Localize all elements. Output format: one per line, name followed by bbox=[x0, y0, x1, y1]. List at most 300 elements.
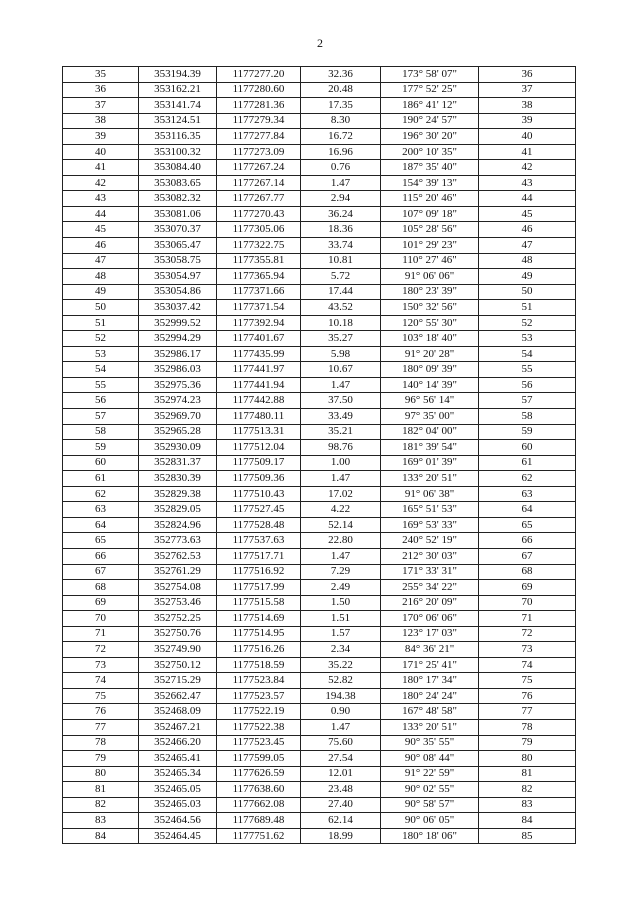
table-row bbox=[63, 564, 576, 580]
y-coordinate-cell: 1177599.05 bbox=[217, 751, 301, 767]
x-coordinate-cell: 352464.56 bbox=[139, 813, 217, 829]
y-coordinate-cell: 1177509.36 bbox=[217, 471, 301, 487]
bearing-cell: 133° 20' 51" bbox=[381, 719, 479, 735]
x-coordinate-cell: 352829.05 bbox=[139, 502, 217, 518]
x-coordinate-cell: 352986.17 bbox=[139, 346, 217, 362]
x-coordinate-cell: 353065.47 bbox=[139, 238, 217, 254]
next-point-cell: 59 bbox=[479, 424, 576, 440]
x-coordinate-cell: 352969.70 bbox=[139, 409, 217, 425]
bearing-cell: 105° 28' 56" bbox=[381, 222, 479, 238]
point-number-cell: 76 bbox=[63, 704, 139, 720]
x-coordinate-cell: 352965.28 bbox=[139, 424, 217, 440]
next-point-cell: 56 bbox=[479, 377, 576, 393]
table-row bbox=[63, 611, 576, 627]
coordinates-table bbox=[62, 66, 576, 844]
next-point-cell: 79 bbox=[479, 735, 576, 751]
next-point-cell: 60 bbox=[479, 440, 576, 456]
next-point-cell: 65 bbox=[479, 517, 576, 533]
x-coordinate-cell: 353141.74 bbox=[139, 98, 217, 114]
next-point-cell: 47 bbox=[479, 238, 576, 254]
distance-cell: 23.48 bbox=[301, 782, 381, 798]
next-point-cell: 58 bbox=[479, 409, 576, 425]
bearing-cell: 255° 34' 22" bbox=[381, 580, 479, 596]
next-point-cell: 63 bbox=[479, 486, 576, 502]
point-number-cell: 63 bbox=[63, 502, 139, 518]
point-number-cell: 42 bbox=[63, 175, 139, 191]
next-point-cell: 85 bbox=[479, 828, 576, 844]
bearing-cell: 177° 52' 25" bbox=[381, 82, 479, 98]
next-point-cell: 40 bbox=[479, 129, 576, 145]
point-number-cell: 64 bbox=[63, 517, 139, 533]
point-number-cell: 57 bbox=[63, 409, 139, 425]
distance-cell: 194.38 bbox=[301, 688, 381, 704]
x-coordinate-cell: 352468.09 bbox=[139, 704, 217, 720]
point-number-cell: 66 bbox=[63, 548, 139, 564]
y-coordinate-cell: 1177435.99 bbox=[217, 346, 301, 362]
table-row bbox=[63, 533, 576, 549]
point-number-cell: 40 bbox=[63, 144, 139, 160]
table-row bbox=[63, 315, 576, 331]
next-point-cell: 49 bbox=[479, 269, 576, 285]
table-row bbox=[63, 797, 576, 813]
y-coordinate-cell: 1177513.31 bbox=[217, 424, 301, 440]
distance-cell: 12.01 bbox=[301, 766, 381, 782]
distance-cell: 1.57 bbox=[301, 626, 381, 642]
point-number-cell: 80 bbox=[63, 766, 139, 782]
point-number-cell: 41 bbox=[63, 160, 139, 176]
x-coordinate-cell: 353081.06 bbox=[139, 206, 217, 222]
x-coordinate-cell: 352762.53 bbox=[139, 548, 217, 564]
distance-cell: 98.76 bbox=[301, 440, 381, 456]
y-coordinate-cell: 1177514.69 bbox=[217, 611, 301, 627]
table-row bbox=[63, 222, 576, 238]
bearing-cell: 216° 20' 09" bbox=[381, 595, 479, 611]
y-coordinate-cell: 1177281.36 bbox=[217, 98, 301, 114]
next-point-cell: 72 bbox=[479, 626, 576, 642]
bearing-cell: 180° 17' 34" bbox=[381, 673, 479, 689]
point-number-cell: 36 bbox=[63, 82, 139, 98]
table-row bbox=[63, 424, 576, 440]
table-row bbox=[63, 673, 576, 689]
table-row bbox=[63, 595, 576, 611]
next-point-cell: 78 bbox=[479, 719, 576, 735]
table-row bbox=[63, 160, 576, 176]
bearing-cell: 180° 18' 06" bbox=[381, 828, 479, 844]
next-point-cell: 41 bbox=[479, 144, 576, 160]
distance-cell: 32.36 bbox=[301, 67, 381, 83]
next-point-cell: 48 bbox=[479, 253, 576, 269]
distance-cell: 17.35 bbox=[301, 98, 381, 114]
next-point-cell: 37 bbox=[479, 82, 576, 98]
next-point-cell: 80 bbox=[479, 751, 576, 767]
x-coordinate-cell: 352466.20 bbox=[139, 735, 217, 751]
distance-cell: 43.52 bbox=[301, 300, 381, 316]
next-point-cell: 84 bbox=[479, 813, 576, 829]
point-number-cell: 39 bbox=[63, 129, 139, 145]
point-number-cell: 51 bbox=[63, 315, 139, 331]
point-number-cell: 82 bbox=[63, 797, 139, 813]
next-point-cell: 77 bbox=[479, 704, 576, 720]
table-row bbox=[63, 766, 576, 782]
y-coordinate-cell: 1177441.97 bbox=[217, 362, 301, 378]
y-coordinate-cell: 1177401.67 bbox=[217, 331, 301, 347]
distance-cell: 36.24 bbox=[301, 206, 381, 222]
distance-cell: 35.21 bbox=[301, 424, 381, 440]
table-row bbox=[63, 129, 576, 145]
y-coordinate-cell: 1177277.20 bbox=[217, 67, 301, 83]
x-coordinate-cell: 353194.39 bbox=[139, 67, 217, 83]
table-row bbox=[63, 191, 576, 207]
distance-cell: 20.48 bbox=[301, 82, 381, 98]
y-coordinate-cell: 1177509.17 bbox=[217, 455, 301, 471]
y-coordinate-cell: 1177371.66 bbox=[217, 284, 301, 300]
next-point-cell: 74 bbox=[479, 657, 576, 673]
table-row bbox=[63, 331, 576, 347]
y-coordinate-cell: 1177516.26 bbox=[217, 642, 301, 658]
distance-cell: 1.47 bbox=[301, 471, 381, 487]
table-row bbox=[63, 284, 576, 300]
y-coordinate-cell: 1177279.34 bbox=[217, 113, 301, 129]
distance-cell: 5.98 bbox=[301, 346, 381, 362]
x-coordinate-cell: 352750.76 bbox=[139, 626, 217, 642]
distance-cell: 27.54 bbox=[301, 751, 381, 767]
bearing-cell: 180° 24' 24" bbox=[381, 688, 479, 704]
next-point-cell: 66 bbox=[479, 533, 576, 549]
table-row bbox=[63, 657, 576, 673]
y-coordinate-cell: 1177516.92 bbox=[217, 564, 301, 580]
bearing-cell: 107° 09' 18" bbox=[381, 206, 479, 222]
y-coordinate-cell: 1177523.45 bbox=[217, 735, 301, 751]
x-coordinate-cell: 353083.65 bbox=[139, 175, 217, 191]
y-coordinate-cell: 1177273.09 bbox=[217, 144, 301, 160]
next-point-cell: 45 bbox=[479, 206, 576, 222]
table-row bbox=[63, 346, 576, 362]
point-number-cell: 59 bbox=[63, 440, 139, 456]
bearing-cell: 150° 32' 56" bbox=[381, 300, 479, 316]
x-coordinate-cell: 352715.29 bbox=[139, 673, 217, 689]
table-row bbox=[63, 782, 576, 798]
point-number-cell: 44 bbox=[63, 206, 139, 222]
table-row bbox=[63, 269, 576, 285]
distance-cell: 1.47 bbox=[301, 719, 381, 735]
x-coordinate-cell: 352994.29 bbox=[139, 331, 217, 347]
distance-cell: 33.49 bbox=[301, 409, 381, 425]
x-coordinate-cell: 353100.32 bbox=[139, 144, 217, 160]
bearing-cell: 240° 52' 19" bbox=[381, 533, 479, 549]
y-coordinate-cell: 1177662.08 bbox=[217, 797, 301, 813]
next-point-cell: 36 bbox=[479, 67, 576, 83]
bearing-cell: 90° 58' 57" bbox=[381, 797, 479, 813]
distance-cell: 10.81 bbox=[301, 253, 381, 269]
bearing-cell: 167° 48' 58" bbox=[381, 704, 479, 720]
bearing-cell: 120° 55' 30" bbox=[381, 315, 479, 331]
table-row bbox=[63, 704, 576, 720]
bearing-cell: 165° 51' 53" bbox=[381, 502, 479, 518]
x-coordinate-cell: 353054.86 bbox=[139, 284, 217, 300]
x-coordinate-cell: 352831.37 bbox=[139, 455, 217, 471]
distance-cell: 52.14 bbox=[301, 517, 381, 533]
point-number-cell: 62 bbox=[63, 486, 139, 502]
point-number-cell: 45 bbox=[63, 222, 139, 238]
distance-cell: 75.60 bbox=[301, 735, 381, 751]
y-coordinate-cell: 1177517.99 bbox=[217, 580, 301, 596]
point-number-cell: 54 bbox=[63, 362, 139, 378]
x-coordinate-cell: 352975.36 bbox=[139, 377, 217, 393]
table-row bbox=[63, 82, 576, 98]
point-number-cell: 61 bbox=[63, 471, 139, 487]
bearing-cell: 169° 01' 39" bbox=[381, 455, 479, 471]
x-coordinate-cell: 352749.90 bbox=[139, 642, 217, 658]
bearing-cell: 84° 36' 21" bbox=[381, 642, 479, 658]
point-number-cell: 69 bbox=[63, 595, 139, 611]
distance-cell: 1.50 bbox=[301, 595, 381, 611]
y-coordinate-cell: 1177689.48 bbox=[217, 813, 301, 829]
next-point-cell: 76 bbox=[479, 688, 576, 704]
point-number-cell: 67 bbox=[63, 564, 139, 580]
x-coordinate-cell: 353037.42 bbox=[139, 300, 217, 316]
point-number-cell: 70 bbox=[63, 611, 139, 627]
next-point-cell: 71 bbox=[479, 611, 576, 627]
y-coordinate-cell: 1177267.24 bbox=[217, 160, 301, 176]
bearing-cell: 97° 35' 00" bbox=[381, 409, 479, 425]
table-row bbox=[63, 393, 576, 409]
table-row bbox=[63, 300, 576, 316]
distance-cell: 18.99 bbox=[301, 828, 381, 844]
distance-cell: 7.29 bbox=[301, 564, 381, 580]
table-row bbox=[63, 409, 576, 425]
table-row bbox=[63, 828, 576, 844]
point-number-cell: 78 bbox=[63, 735, 139, 751]
distance-cell: 2.34 bbox=[301, 642, 381, 658]
point-number-cell: 71 bbox=[63, 626, 139, 642]
x-coordinate-cell: 352465.05 bbox=[139, 782, 217, 798]
table-row bbox=[63, 238, 576, 254]
table-row bbox=[63, 502, 576, 518]
point-number-cell: 52 bbox=[63, 331, 139, 347]
bearing-cell: 180° 23' 39" bbox=[381, 284, 479, 300]
y-coordinate-cell: 1177528.48 bbox=[217, 517, 301, 533]
bearing-cell: 91° 06' 38" bbox=[381, 486, 479, 502]
next-point-cell: 64 bbox=[479, 502, 576, 518]
next-point-cell: 51 bbox=[479, 300, 576, 316]
table-row bbox=[63, 688, 576, 704]
bearing-cell: 91° 22' 59" bbox=[381, 766, 479, 782]
point-number-cell: 68 bbox=[63, 580, 139, 596]
y-coordinate-cell: 1177305.06 bbox=[217, 222, 301, 238]
bearing-cell: 123° 17' 03" bbox=[381, 626, 479, 642]
next-point-cell: 62 bbox=[479, 471, 576, 487]
x-coordinate-cell: 352999.52 bbox=[139, 315, 217, 331]
point-number-cell: 75 bbox=[63, 688, 139, 704]
bearing-cell: 91° 20' 28" bbox=[381, 346, 479, 362]
x-coordinate-cell: 353116.35 bbox=[139, 129, 217, 145]
bearing-cell: 103° 18' 40" bbox=[381, 331, 479, 347]
bearing-cell: 91° 06' 06" bbox=[381, 269, 479, 285]
next-point-cell: 69 bbox=[479, 580, 576, 596]
x-coordinate-cell: 352752.25 bbox=[139, 611, 217, 627]
point-number-cell: 37 bbox=[63, 98, 139, 114]
x-coordinate-cell: 352750.12 bbox=[139, 657, 217, 673]
table-row bbox=[63, 548, 576, 564]
y-coordinate-cell: 1177355.81 bbox=[217, 253, 301, 269]
next-point-cell: 50 bbox=[479, 284, 576, 300]
x-coordinate-cell: 352773.63 bbox=[139, 533, 217, 549]
y-coordinate-cell: 1177512.04 bbox=[217, 440, 301, 456]
x-coordinate-cell: 352464.45 bbox=[139, 828, 217, 844]
table-row bbox=[63, 735, 576, 751]
bearing-cell: 181° 39' 54" bbox=[381, 440, 479, 456]
point-number-cell: 74 bbox=[63, 673, 139, 689]
x-coordinate-cell: 352930.09 bbox=[139, 440, 217, 456]
distance-cell: 33.74 bbox=[301, 238, 381, 254]
bearing-cell: 90° 06' 05" bbox=[381, 813, 479, 829]
distance-cell: 0.90 bbox=[301, 704, 381, 720]
distance-cell: 17.02 bbox=[301, 486, 381, 502]
next-point-cell: 38 bbox=[479, 98, 576, 114]
bearing-cell: 171° 33' 31" bbox=[381, 564, 479, 580]
y-coordinate-cell: 1177515.58 bbox=[217, 595, 301, 611]
bearing-cell: 90° 02' 55" bbox=[381, 782, 479, 798]
point-number-cell: 79 bbox=[63, 751, 139, 767]
y-coordinate-cell: 1177523.57 bbox=[217, 688, 301, 704]
next-point-cell: 81 bbox=[479, 766, 576, 782]
table-row bbox=[63, 175, 576, 191]
point-number-cell: 83 bbox=[63, 813, 139, 829]
distance-cell: 0.76 bbox=[301, 160, 381, 176]
point-number-cell: 84 bbox=[63, 828, 139, 844]
next-point-cell: 68 bbox=[479, 564, 576, 580]
point-number-cell: 55 bbox=[63, 377, 139, 393]
table-row bbox=[63, 67, 576, 83]
point-number-cell: 58 bbox=[63, 424, 139, 440]
page-number: 2 bbox=[317, 36, 323, 50]
point-number-cell: 65 bbox=[63, 533, 139, 549]
y-coordinate-cell: 1177267.77 bbox=[217, 191, 301, 207]
table-row bbox=[63, 486, 576, 502]
distance-cell: 2.94 bbox=[301, 191, 381, 207]
distance-cell: 10.67 bbox=[301, 362, 381, 378]
next-point-cell: 61 bbox=[479, 455, 576, 471]
next-point-cell: 55 bbox=[479, 362, 576, 378]
y-coordinate-cell: 1177322.75 bbox=[217, 238, 301, 254]
y-coordinate-cell: 1177365.94 bbox=[217, 269, 301, 285]
table-row bbox=[63, 206, 576, 222]
next-point-cell: 54 bbox=[479, 346, 576, 362]
distance-cell: 62.14 bbox=[301, 813, 381, 829]
point-number-cell: 53 bbox=[63, 346, 139, 362]
y-coordinate-cell: 1177523.84 bbox=[217, 673, 301, 689]
point-number-cell: 43 bbox=[63, 191, 139, 207]
bearing-cell: 169° 53' 33" bbox=[381, 517, 479, 533]
point-number-cell: 81 bbox=[63, 782, 139, 798]
x-coordinate-cell: 352754.08 bbox=[139, 580, 217, 596]
bearing-cell: 154° 39' 13" bbox=[381, 175, 479, 191]
next-point-cell: 39 bbox=[479, 113, 576, 129]
bearing-cell: 186° 41' 12" bbox=[381, 98, 479, 114]
y-coordinate-cell: 1177638.60 bbox=[217, 782, 301, 798]
y-coordinate-cell: 1177371.54 bbox=[217, 300, 301, 316]
bearing-cell: 190° 24' 57" bbox=[381, 113, 479, 129]
distance-cell: 1.00 bbox=[301, 455, 381, 471]
point-number-cell: 46 bbox=[63, 238, 139, 254]
next-point-cell: 67 bbox=[479, 548, 576, 564]
point-number-cell: 56 bbox=[63, 393, 139, 409]
table-row bbox=[63, 751, 576, 767]
bearing-cell: 90° 35' 55" bbox=[381, 735, 479, 751]
bearing-cell: 200° 10' 35" bbox=[381, 144, 479, 160]
x-coordinate-cell: 353084.40 bbox=[139, 160, 217, 176]
x-coordinate-cell: 352753.46 bbox=[139, 595, 217, 611]
next-point-cell: 53 bbox=[479, 331, 576, 347]
table-row bbox=[63, 455, 576, 471]
y-coordinate-cell: 1177527.45 bbox=[217, 502, 301, 518]
bearing-cell: 110° 27' 46" bbox=[381, 253, 479, 269]
x-coordinate-cell: 352465.03 bbox=[139, 797, 217, 813]
point-number-cell: 73 bbox=[63, 657, 139, 673]
x-coordinate-cell: 352467.21 bbox=[139, 719, 217, 735]
bearing-cell: 96° 56' 14" bbox=[381, 393, 479, 409]
point-number-cell: 47 bbox=[63, 253, 139, 269]
y-coordinate-cell: 1177441.94 bbox=[217, 377, 301, 393]
y-coordinate-cell: 1177280.60 bbox=[217, 82, 301, 98]
next-point-cell: 75 bbox=[479, 673, 576, 689]
table-row bbox=[63, 580, 576, 596]
distance-cell: 1.47 bbox=[301, 377, 381, 393]
table-row bbox=[63, 362, 576, 378]
point-number-cell: 60 bbox=[63, 455, 139, 471]
bearing-cell: 180° 09' 39" bbox=[381, 362, 479, 378]
distance-cell: 16.72 bbox=[301, 129, 381, 145]
next-point-cell: 70 bbox=[479, 595, 576, 611]
table-row bbox=[63, 719, 576, 735]
distance-cell: 10.18 bbox=[301, 315, 381, 331]
distance-cell: 52.82 bbox=[301, 673, 381, 689]
coordinates-table-body bbox=[63, 67, 576, 844]
point-number-cell: 49 bbox=[63, 284, 139, 300]
bearing-cell: 140° 14' 39" bbox=[381, 377, 479, 393]
bearing-cell: 133° 20' 51" bbox=[381, 471, 479, 487]
x-coordinate-cell: 352465.41 bbox=[139, 751, 217, 767]
y-coordinate-cell: 1177517.71 bbox=[217, 548, 301, 564]
table-row bbox=[63, 144, 576, 160]
distance-cell: 37.50 bbox=[301, 393, 381, 409]
next-point-cell: 52 bbox=[479, 315, 576, 331]
bearing-cell: 101° 29' 23" bbox=[381, 238, 479, 254]
x-coordinate-cell: 353124.51 bbox=[139, 113, 217, 129]
distance-cell: 18.36 bbox=[301, 222, 381, 238]
x-coordinate-cell: 352974.23 bbox=[139, 393, 217, 409]
distance-cell: 2.49 bbox=[301, 580, 381, 596]
distance-cell: 4.22 bbox=[301, 502, 381, 518]
point-number-cell: 50 bbox=[63, 300, 139, 316]
table-row bbox=[63, 377, 576, 393]
y-coordinate-cell: 1177270.43 bbox=[217, 206, 301, 222]
table-row bbox=[63, 113, 576, 129]
distance-cell: 16.96 bbox=[301, 144, 381, 160]
distance-cell: 1.51 bbox=[301, 611, 381, 627]
bearing-cell: 187° 35' 40" bbox=[381, 160, 479, 176]
point-number-cell: 77 bbox=[63, 719, 139, 735]
y-coordinate-cell: 1177626.59 bbox=[217, 766, 301, 782]
x-coordinate-cell: 352830.39 bbox=[139, 471, 217, 487]
x-coordinate-cell: 353058.75 bbox=[139, 253, 217, 269]
y-coordinate-cell: 1177267.14 bbox=[217, 175, 301, 191]
point-number-cell: 35 bbox=[63, 67, 139, 83]
x-coordinate-cell: 352465.34 bbox=[139, 766, 217, 782]
next-point-cell: 44 bbox=[479, 191, 576, 207]
x-coordinate-cell: 352761.29 bbox=[139, 564, 217, 580]
y-coordinate-cell: 1177392.94 bbox=[217, 315, 301, 331]
